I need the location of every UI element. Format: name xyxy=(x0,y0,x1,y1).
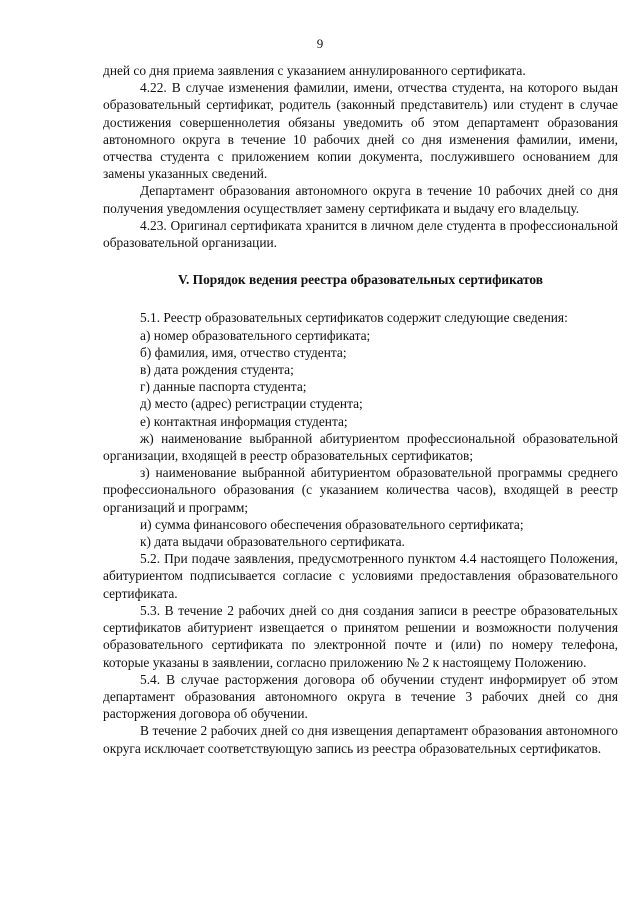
list-item: ж) наименование выбранной абитуриентом профессиональной образовательной организации, входящей в реестр образовательных сертификатов; xyxy=(103,430,618,464)
list-item: з) наименование выбранной абитуриентом образовательной программы среднего профессионального образования (с указанием количества часов), входящей в реестр организаций и программ; xyxy=(103,465,618,515)
list-item: и) сумма финансового обеспечения образовательного сертификата; xyxy=(140,516,524,532)
document-body xyxy=(103,62,618,757)
paragraph-5-3: 5.3. В течение 2 рабочих дней со дня создания записи в реестре образовательных сертификатов абитуриент извещается о принятом решении и возможности получения образовательного сертификата по электронной почте и (или) по номеру телефона, которые указаны в заявлении, согласно приложению № 2 к настоящему Положению. xyxy=(103,602,618,670)
paragraph-5-4: 5.4. В случае расторжения договора об обучении студент информирует об этом департамент образования автономного округа в течение 3 рабочих дней со дня расторжения договора об обучении. xyxy=(103,671,618,722)
paragraph-final: В течение 2 рабочих дней со дня извещения департамент образования автономного округа исключает соответствующую запись из реестра образовательных сертификатов. xyxy=(103,723,618,756)
registry-fields-list xyxy=(103,327,618,551)
section-heading-v: V. Порядок ведения реестра образовательных сертификатов xyxy=(178,272,543,288)
list-item: в) дата рождения студента; xyxy=(140,362,294,378)
page-number: 9 xyxy=(316,36,324,51)
list-item: к) дата выдачи образовательного сертификата. xyxy=(140,534,405,550)
list-item: г) данные паспорта студента; xyxy=(140,379,307,395)
paragraph-4-23: 4.23. Оригинал сертификата хранится в личном деле студента в профессиональной образовательной организации. xyxy=(103,217,618,251)
paragraph-continuation: дней со дня приема заявления с указанием аннулированного сертификата. xyxy=(103,63,526,78)
paragraph-5-1: 5.1. Реестр образовательных сертификатов содержит следующие сведения: xyxy=(140,310,568,326)
list-item: а) номер образовательного сертификата; xyxy=(140,327,371,343)
paragraph-department-replacement: Департамент образования автономного округа в течение 10 рабочих дней со дня получения уведомления осуществляет замену сертификата и выдачу его владельцу. xyxy=(103,183,618,216)
list-item: б) фамилия, имя, отчество студента; xyxy=(140,344,347,360)
list-item: д) место (адрес) регистрации студента; xyxy=(140,396,363,412)
list-item: е) контактная информация студента; xyxy=(140,413,348,429)
paragraph-5-2: 5.2. При подаче заявления, предусмотренного пунктом 4.4 настоящего Положения, абитуриентом подписывается согласие с условиями предоставления образовательного сертификата. xyxy=(103,551,618,601)
paragraph-4-22: 4.22. В случае изменения фамилии, имени, отчества студента, на которого выдан образовательный сертификат, родитель (законный представитель) или студент в случае достижения совершеннолетия обязаны уведомить об этом департамент образования автономного округа в течение 10 рабочих дней со дня изменения фамилии, имени, отчества студента с приложением копии документа, послужившего основанием для замены указанных сведений. xyxy=(103,80,618,182)
